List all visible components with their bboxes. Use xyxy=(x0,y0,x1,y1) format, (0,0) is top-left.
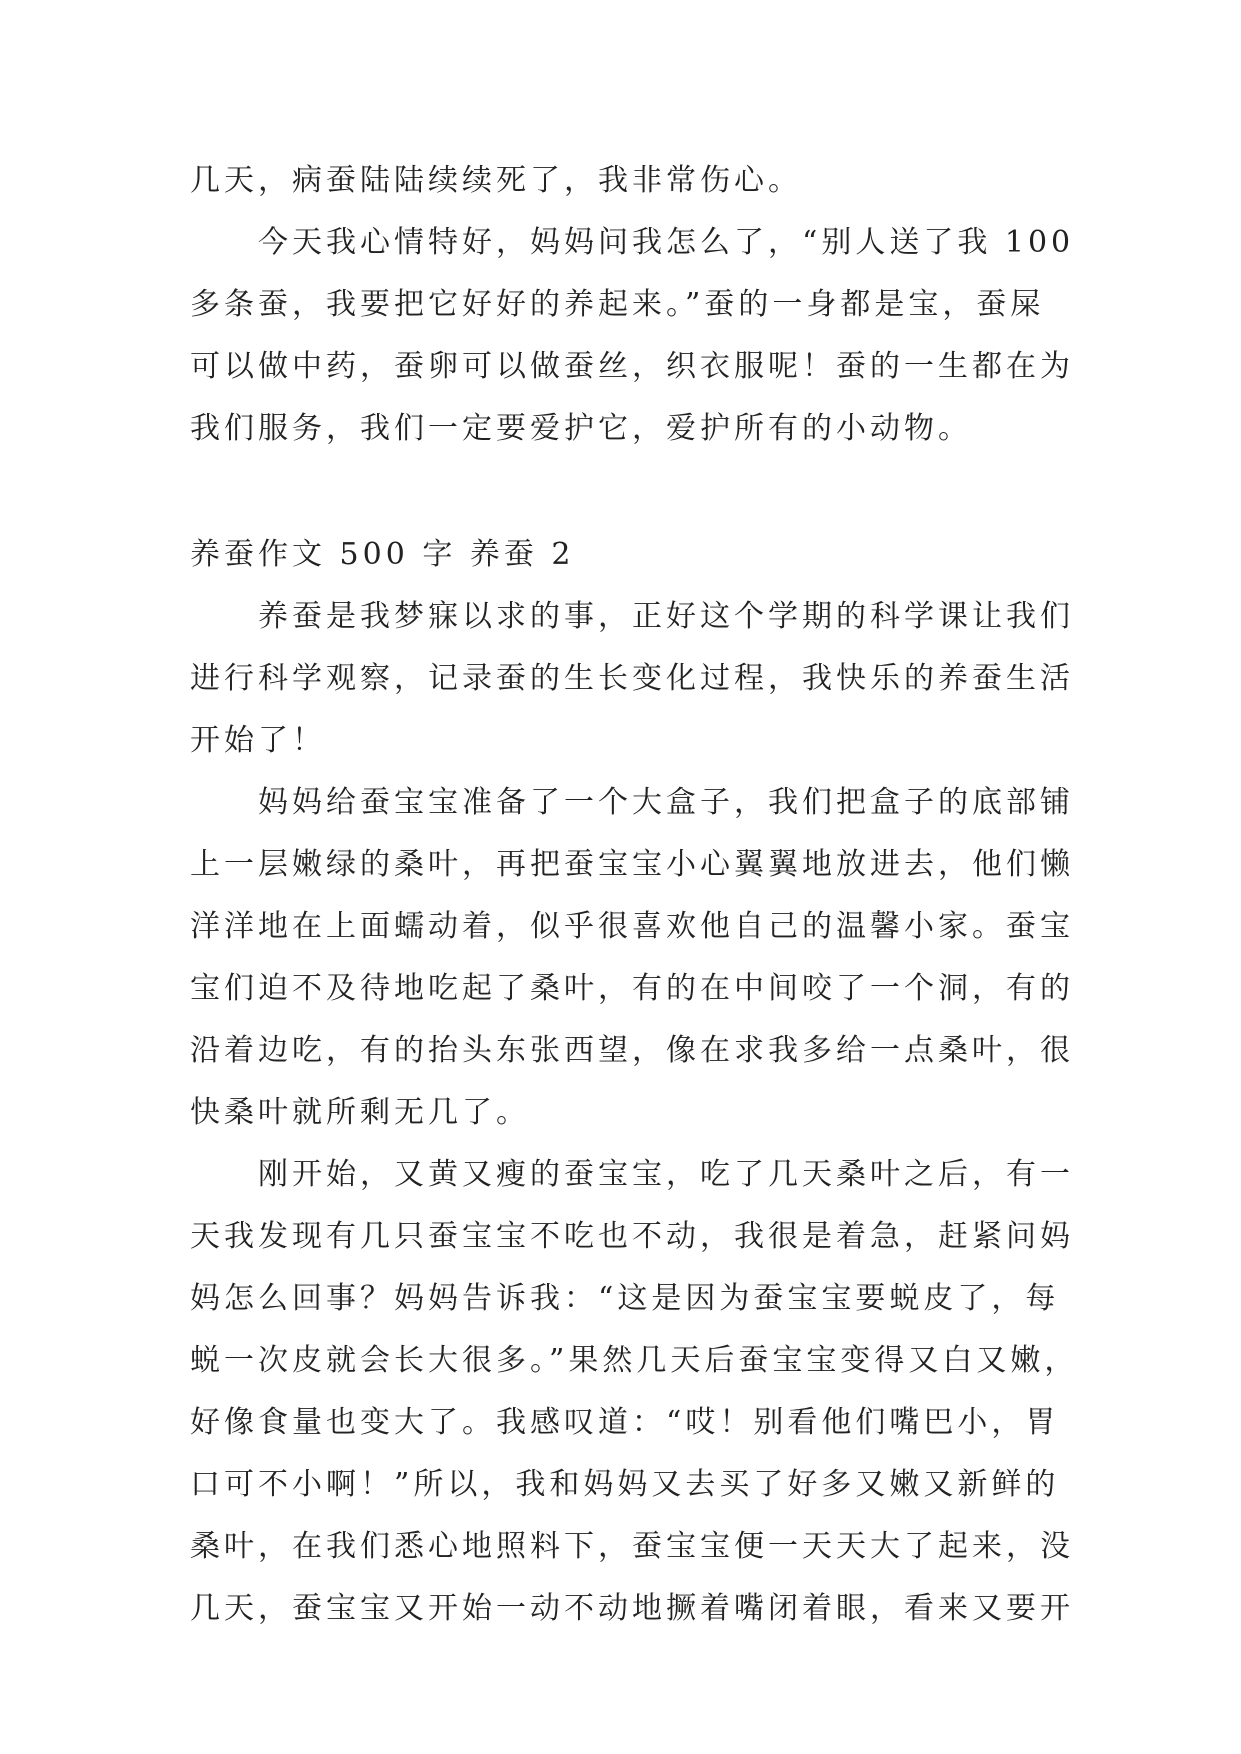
text-line: 可以做中药，蚕卵可以做蚕丝，织衣服呢！蚕的一生都在为 xyxy=(190,349,1074,384)
text-line: 刚开始，又黄又瘦的蚕宝宝，吃了几天桑叶之后，有一 xyxy=(190,1157,1074,1192)
text-line: 洋洋地在上面蠕动着，似乎很喜欢他自己的温馨小家。蚕宝 xyxy=(190,909,1074,944)
text-line: 几天，蚕宝宝又开始一动不动地撅着嘴闭着眼，看来又要开 xyxy=(190,1591,1074,1626)
text-line: 口可不小啊！”所以，我和妈妈又去买了好多又嫩又新鲜的 xyxy=(190,1467,1060,1502)
document-body xyxy=(190,150,1079,1640)
text-line: 天我发现有几只蚕宝宝不吃也不动，我很是着急，赶紧问妈 xyxy=(190,1219,1074,1254)
text-line: 今天我心情特好，妈妈问我怎么了，“别人送了我 100 xyxy=(190,225,1075,260)
text-line: 养蚕是我梦寐以求的事，正好这个学期的科学课让我们 xyxy=(190,599,1074,634)
text-line: 蜕一次皮就会长大很多。”果然几天后蚕宝宝变得又白又嫩， xyxy=(190,1343,1079,1378)
text-line: 宝们迫不及待地吃起了桑叶，有的在中间咬了一个洞，有的 xyxy=(190,971,1074,1006)
text-line: 沿着边吃，有的抬头东张西望，像在求我多给一点桑叶，很 xyxy=(190,1033,1074,1068)
section-heading: 养蚕作文 500 字 养蚕 2 xyxy=(190,537,575,572)
text-line: 进行科学观察，记录蚕的生长变化过程，我快乐的养蚕生活 xyxy=(190,661,1074,696)
text-line: 妈妈给蚕宝宝准备了一个大盒子，我们把盒子的底部铺 xyxy=(190,785,1074,820)
text-line: 妈怎么回事？妈妈告诉我：“这是因为蚕宝宝要蜕皮了，每 xyxy=(190,1281,1060,1316)
text-line: 快桑叶就所剩无几了。 xyxy=(190,1095,530,1130)
text-line: 开始了！ xyxy=(190,723,326,758)
text-line: 上一层嫩绿的桑叶，再把蚕宝宝小心翼翼地放进去，他们懒 xyxy=(190,847,1074,882)
text-line: 多条蚕，我要把它好好的养起来。”蚕的一身都是宝，蚕屎 xyxy=(190,287,1045,322)
text-line: 几天，病蚕陆陆续续死了，我非常伤心。 xyxy=(190,163,802,198)
text-line: 好像食量也变大了。我感叹道：“哎！别看他们嘴巴小，胃 xyxy=(190,1405,1060,1440)
text-line: 桑叶，在我们悉心地照料下，蚕宝宝便一天天大了起来，没 xyxy=(190,1529,1074,1564)
text-line: 我们服务，我们一定要爱护它，爱护所有的小动物。 xyxy=(190,411,972,446)
